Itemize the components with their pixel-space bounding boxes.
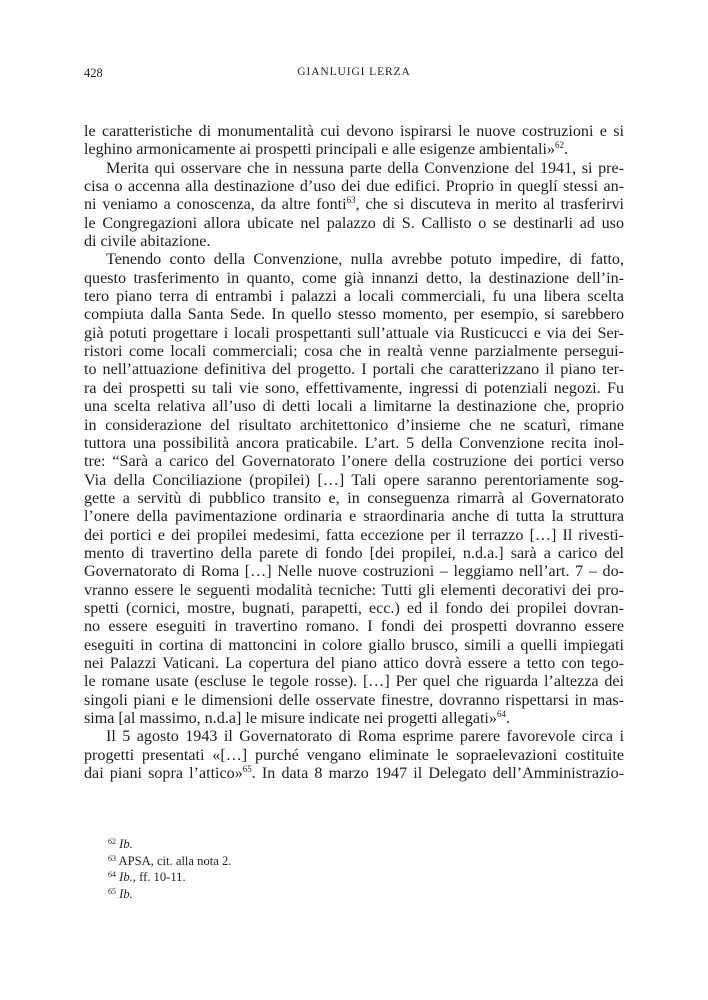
text-line: dai piani sopra l’attico»$^{65}$. In data 8 marzo 1947 il Delegato dell’Amministrazio- — [84, 764, 624, 783]
paragraph-1 — [84, 123, 624, 160]
footnotes — [108, 836, 608, 902]
running-head: GIANLUIGI LERZA — [297, 66, 411, 78]
text-line: no essere eseguiti in travertino romano. I fondi dei prospetti dovranno essere — [84, 618, 624, 636]
footnote-ref: 63 — [346, 195, 356, 206]
paragraph-4 — [84, 728, 624, 783]
text-line: mento di travertino della parete di fondo [dei propilei, n.d.a.] sarà a carico del — [84, 544, 624, 562]
text-line: le caratteristiche di monumentalità cui devono ispirarsi le nuove costruzioni e si — [84, 123, 624, 140]
text-line: eseguiti in cortina di mattoncini in colore giallo brusco, simili a quelli impiegati — [84, 636, 624, 654]
text-line: Il 5 agosto 1943 il Governatorato di Roma esprime parere favorevole circa i — [106, 728, 624, 746]
text-line: gette a servitù di pubblico transito e, in conseguenza rimarrà al Governatorato — [84, 489, 624, 507]
text-line: Via della Conciliazione (propilei) […] Tali opere saranno perentoriamente sog- — [84, 471, 624, 489]
text-line: questo trasferimento in quanto, come già innanzi detto, la destinazione dell’in- — [84, 269, 624, 287]
footnote-62: $^{62}$ Ib. — [108, 837, 133, 851]
text-line: già potuti progettare i locali prospettanti sull’attuale via Rusticucci e via dei Ser- — [84, 324, 624, 342]
text-line: le romane usate (escluse le tegole rosse). […] Per quel che riguarda l’altezza dei — [84, 673, 624, 691]
text-line: sima [al massimo, n.d.a] le misure indicate nei progetti allegati»$^{64}$. — [84, 709, 510, 727]
text-line: to nell’attuazione definitiva del progetto. I portali che caratterizzano il piano ter- — [84, 361, 624, 379]
text-line: cisa o accenna alla destinazione d’uso dei due edifici. Proprio in queglí stessi an- — [84, 178, 624, 196]
body-text — [84, 123, 624, 783]
text-line: ra dei prospetti su tali vie sono, effettivamente, ingressi di potenziali negozi. Fu — [84, 379, 624, 397]
footnote-65: $^{65}$ Ib. — [108, 886, 133, 901]
paragraph-2 — [84, 160, 624, 252]
text-line: ristori come locali commerciali; cosa che in realtà venne parzialmente persegui- — [84, 343, 624, 361]
text-line: le Congregazioni allora ubicate nel palazzo di S. Callisto o se destinarli ad uso — [84, 214, 624, 232]
footnote-ref: 64 — [496, 709, 506, 719]
text-line: vranno essere le seguenti modalità tecniche: Tutti gli elementi decorativi dei pro- — [84, 581, 624, 599]
text-line: progetti presentati «[…] purché vengano eliminate le sopraelevazioni costituite — [84, 746, 624, 764]
text-line: compiuta dalla Santa Sede. In quello stesso momento, per esempio, si sarebbero — [84, 306, 624, 324]
text-line: tre: “Sarà a carico del Governatorato l’onere della costruzione dei portici verso — [84, 453, 624, 471]
text-line: singoli piani e le dimensioni delle osservate finestre, dovranno rispettarsi in mas- — [84, 691, 624, 709]
footnote-63: $^{63}$ APSA, cit. alla nota 2. — [108, 853, 232, 868]
text-line: leghino armonicamente ai prospetti principali e alle esigenze ambientali»$^{62}$. — [84, 140, 569, 159]
text-line: nei Palazzi Vaticani. La copertura del piano attico dovrà essere a tetto con tego- — [84, 654, 624, 672]
text-line: Merita qui osservare che in nessuna parte della Convenzione del 1941, si pre- — [106, 159, 624, 177]
text-line: spetti (cornici, mostre, bugnati, parapetti, ecc.) ed il fondo dei propilei dovran- — [84, 599, 624, 617]
page-header — [84, 66, 624, 82]
footnote-64: $^{64}$ Ib., ff. 10-11. — [108, 870, 186, 885]
text-line: una scelta relativa all’uso di detti locali a limitarne la destinazione che, proprio — [84, 398, 624, 416]
text-line: dei portici e dei propilei medesimi, fatta eccezione per il terrazzo […] Il rivesti- — [84, 526, 624, 544]
text-line: tero piano terra di entrambi i palazzi a locali commerciali, fu una libera scelta — [84, 288, 624, 306]
paragraph-3 — [84, 251, 624, 728]
text-line: Tenendo conto della Convenzione, nulla avrebbe potuto impedire, di fatto, — [106, 251, 624, 269]
text-line: tuttora una possibilità ancora praticabile. L’art. 5 della Convenzione recita inol- — [84, 434, 624, 452]
footnote-ref: 65 — [242, 764, 252, 775]
text-line: di civile abitazione. — [84, 233, 211, 251]
page-number: 428 — [84, 66, 103, 80]
text-line: ni veniamo a conoscenza, da altre fonti$^{63}$, che si discuteva in merito al trasferirvi — [84, 195, 624, 214]
text-line: Governatorato di Roma […] Nelle nuove costruzioni – leggiamo nell’art. 7 – do- — [84, 563, 624, 581]
text-line: in considerazione del risultato architettonico d’insieme che ne scaturì, rimane — [84, 416, 624, 434]
footnote-ref: 62 — [555, 140, 565, 151]
text-line: l’onere della pavimentazione ordinaria e straordinaria anche di tutta la struttura — [84, 508, 624, 526]
